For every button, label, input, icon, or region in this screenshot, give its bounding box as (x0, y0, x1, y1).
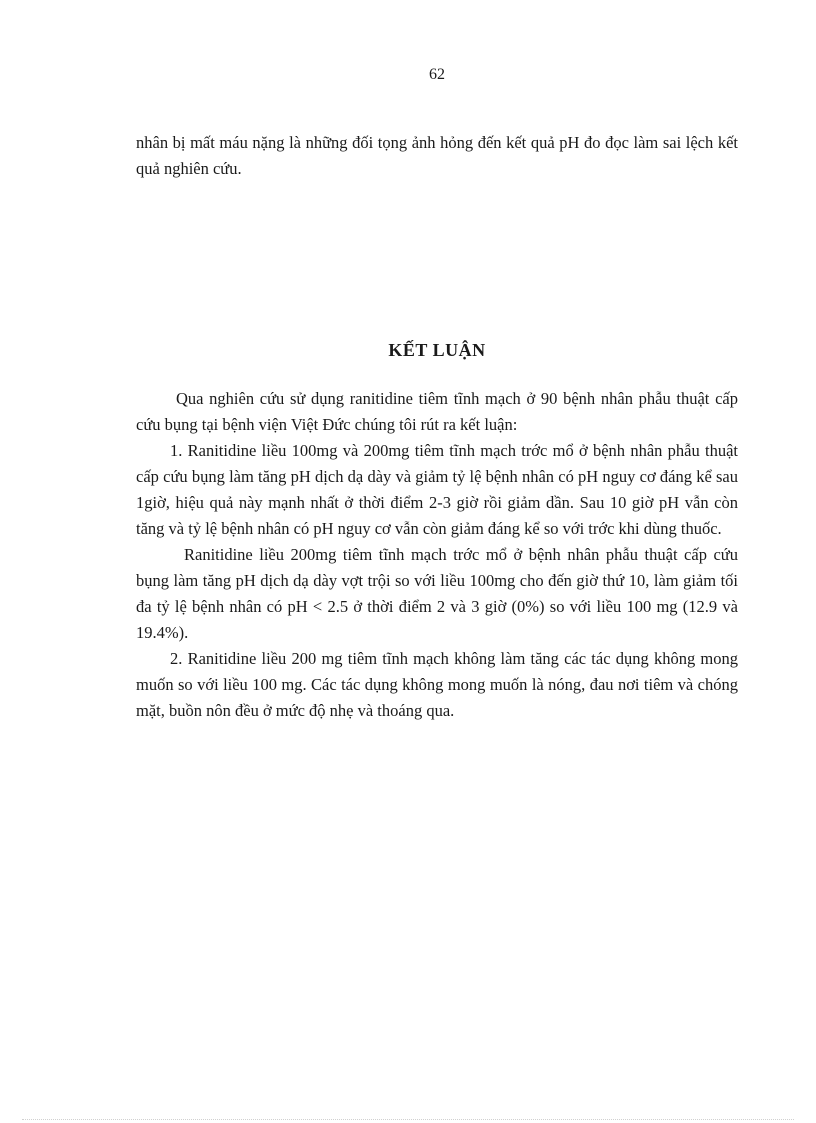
section-heading: KẾT LUẬN (388, 340, 486, 360)
page-bottom-border (22, 1119, 794, 1120)
intro-paragraph: nhân bị mất máu nặng là những đối tọng ảnh hỏng đến kết quả pH đo đọc làm sai lệch kết quả nghiên cứu. (136, 133, 738, 178)
page-number: 62 (429, 66, 445, 83)
paragraph-conclusion-1: 1. Ranitidine liều 100mg và 200mg tiêm tĩnh mạch trớc mổ ở bệnh nhân phẫu thuật cấp cứu bụng làm tăng pH dịch dạ dày và giảm tỷ lệ bệnh nhân có pH nguy cơ đáng kể sau 1giờ, hiệu quả này mạnh nhất ở thời điểm 2-3 giờ rồi giảm dần. Sau 10 giờ pH vẫn còn tăng và tỷ lệ bệnh nhân có pH nguy cơ vẫn còn giảm đáng kể so với trớc khi dùng thuốc. (136, 441, 738, 538)
conclusion-body (136, 386, 738, 724)
paragraph-conclusion-1-detail: Ranitidine liều 200mg tiêm tĩnh mạch trớc mổ ở bệnh nhân phẫu thuật cấp cứu bụng làm tăng pH dịch dạ dày vợt trội so với liều 100mg cho đến giờ thứ 10, làm giảm tối đa tỷ lệ bệnh nhân có pH < 2.5 ở thời điểm 2 và 3 giờ (0%) so với liều 100 mg (12.9 và 19.4%). (136, 545, 738, 642)
paragraph-conclusion-2: 2. Ranitidine liều 200 mg tiêm tĩnh mạch không làm tăng các tác dụng không mong muốn so với liều 100 mg. Các tác dụng không mong muốn là nóng, đau nơi tiêm và chóng mặt, buồn nôn đều ở mức độ nhẹ và thoáng qua. (136, 649, 738, 720)
paragraph-intro: Qua nghiên cứu sử dụng ranitidine tiêm tĩnh mạch ở 90 bệnh nhân phẫu thuật cấp cứu bụng tại bệnh viện Việt Đức chúng tôi rút ra kết luận: (136, 389, 738, 434)
